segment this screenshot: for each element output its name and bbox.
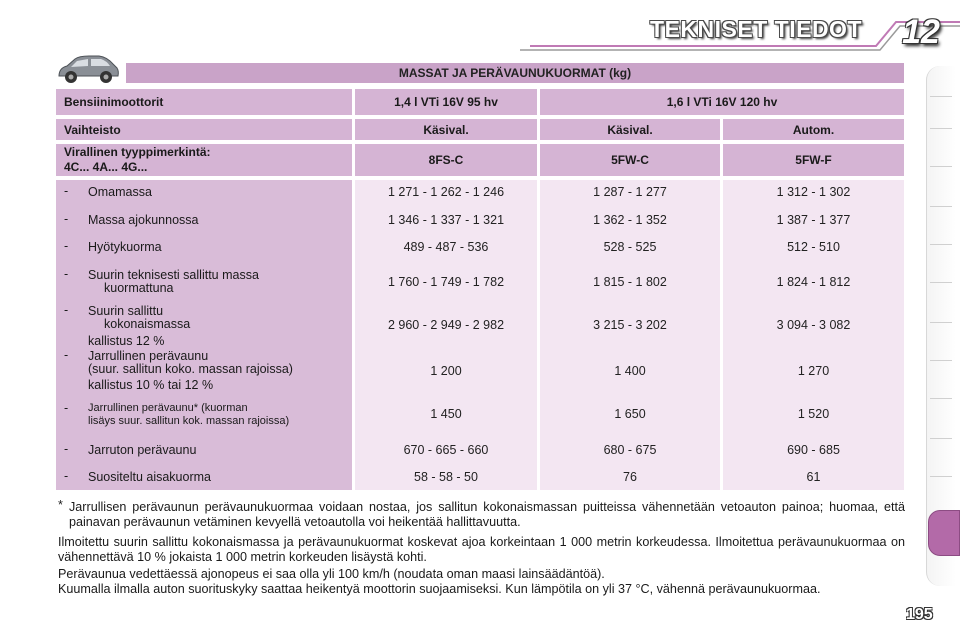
row-value: 1 450 [430,407,462,421]
row-value: 1 346 - 1 337 - 1 321 [387,213,505,227]
row-value: 528 - 525 [603,240,657,254]
tab-divider [930,398,952,399]
row-value: 1 270 [797,364,830,378]
row-value: 1 200 [430,364,462,378]
row-dash: - [64,303,69,317]
type-label-line1: Virallinen tyyppimerkintä: [64,145,211,159]
row-label-line3: kallistus 10 % tai 12 % [88,378,214,392]
paragraph-speed: Perävaunua vedettäessä ajonopeus ei saa olla yli 100 km/h (noudata oman maasi lainsäädäntöä). [58,567,605,581]
row-value: 1 362 - 1 352 [593,213,667,227]
paragraph-heat: Kuumalla ilmalla auton suorituskyky saattaa heikentyä moottorin suojaamiseksi. Kun lämpötila on yli 37 °C, vähennä perävaunukuormaa. [58,582,821,596]
row-label: Suurin sallittu [88,304,164,318]
row-label-line2: lisäys suur. sallitun kok. massan rajoissa) [88,415,290,427]
row-value: 1 387 - 1 377 [776,213,851,227]
gearbox-col-1: Käsival. [355,119,537,140]
row-label: Jarruton perävaunu [88,443,197,457]
row-label-line3: kallistus 12 % [88,334,165,348]
row-dash: - [64,442,69,456]
row-value: 1 400 [614,364,646,378]
row-dash: - [64,184,69,198]
row-value: 1 760 - 1 749 - 1 782 [387,275,505,289]
chapter-tab-strip [924,66,960,586]
gearbox-col-3: Autom. [723,119,904,140]
row-value: 58 - 58 - 50 [414,470,478,484]
car-icon [55,54,121,86]
tab-divider [930,166,952,167]
row-value: 670 - 665 - 660 [403,443,489,457]
row-value: 3 215 - 3 202 [593,318,667,332]
type-label-line2: 4C... 4A... 4G... [64,160,148,174]
tab-divider [930,360,952,361]
tab-divider [930,244,952,245]
row-value: 512 - 510 [787,240,840,254]
row-dash: - [64,239,69,253]
row-value: 2 960 - 2 949 - 2 982 [387,318,505,332]
type-designation-label [56,144,352,176]
row-dash: - [64,267,69,281]
gearbox-col-2: Käsival. [540,119,720,140]
row-label: Suurin teknisesti sallittu massa [88,268,259,282]
tab-divider [930,96,952,97]
row-value: 1 650 [614,407,646,421]
row-value: 1 312 - 1 302 [776,185,851,199]
table-title: MASSAT JA PERÄVAUNUKUORMAT (kg) [126,63,904,83]
tab-strip-edge [926,66,956,586]
row-value: 1 824 - 1 812 [776,275,851,289]
row-label: Suositeltu aisakuorma [88,470,211,484]
row-value: 1 520 [797,407,830,421]
row-value: 3 094 - 3 082 [776,318,851,332]
row-label: Massa ajokunnossa [88,213,199,227]
row-value: 1 815 - 1 802 [593,275,667,289]
engine-1-header: 1,4 l VTi 16V 95 hv [355,89,537,115]
row-dash: - [64,348,69,362]
paragraph-altitude: Ilmoitettu suurin sallittu kokonaismassa ja perävaunukuormat koskevat ajoa korkeintaan 1 000 metrin korkeudessa. Ilmoitettua perävaunukuormaa on vähennettävä 10 % jokaista 1 000 metrin korkeuden lisäystä kohti. [58,535,905,564]
row-value: 680 - 675 [603,443,657,457]
tab-divider [930,438,952,439]
tab-divider [930,476,952,477]
tab-divider [930,282,952,283]
page-number: 195 [906,606,933,623]
row-label: Hyötykuorma [88,240,162,254]
footnote-mark: * [58,498,63,512]
tab-divider [930,206,952,207]
row-label-line2: kokonaismassa [104,317,191,331]
row-label: Omamassa [88,185,152,199]
footnote: Jarrullisen perävaunun perävaunukuormaa voidaan nostaa, jos sallitun kokonaismassan puitteissa vähennetään vetoauton painoa; huomaa, että painavan perävaunun vetäminen kevyellä vetoautolla voi heikentää hallittavuutta. [69,500,905,529]
type-code-1: 8FS-C [355,144,537,176]
type-code-3: 5FW-F [723,144,904,176]
tab-divider [930,128,952,129]
row-dash: - [64,401,69,415]
row-label: Jarrullinen perävaunu [88,349,209,363]
row-label-line2: (suur. sallitun koko. massan rajoissa) [88,362,293,376]
tab-divider [930,322,952,323]
row-value: 489 - 487 - 536 [403,240,489,254]
row-label: Jarrullinen perävaunu* (kuorman [88,402,248,414]
page-title: TEKNISET TIEDOT [650,16,862,42]
row-dash: - [64,469,69,483]
row-value: 1 287 - 1 277 [593,185,667,199]
row-value: 1 271 - 1 262 - 1 246 [387,185,505,199]
type-code-2: 5FW-C [540,144,720,176]
chapter-number: 12 [902,13,940,51]
row-value: 76 [623,470,637,484]
row-label-line2: kuormattuna [104,281,174,295]
gearbox-label: Vaihteisto [56,119,352,140]
row-dash: - [64,212,69,226]
row-value: 61 [806,470,821,484]
chapter-tab-active[interactable] [928,510,960,556]
engine-label: Bensiinimoottorit [56,89,352,115]
engine-2-header: 1,6 l VTi 16V 120 hv [540,89,904,115]
row-value: 690 - 685 [787,443,840,457]
